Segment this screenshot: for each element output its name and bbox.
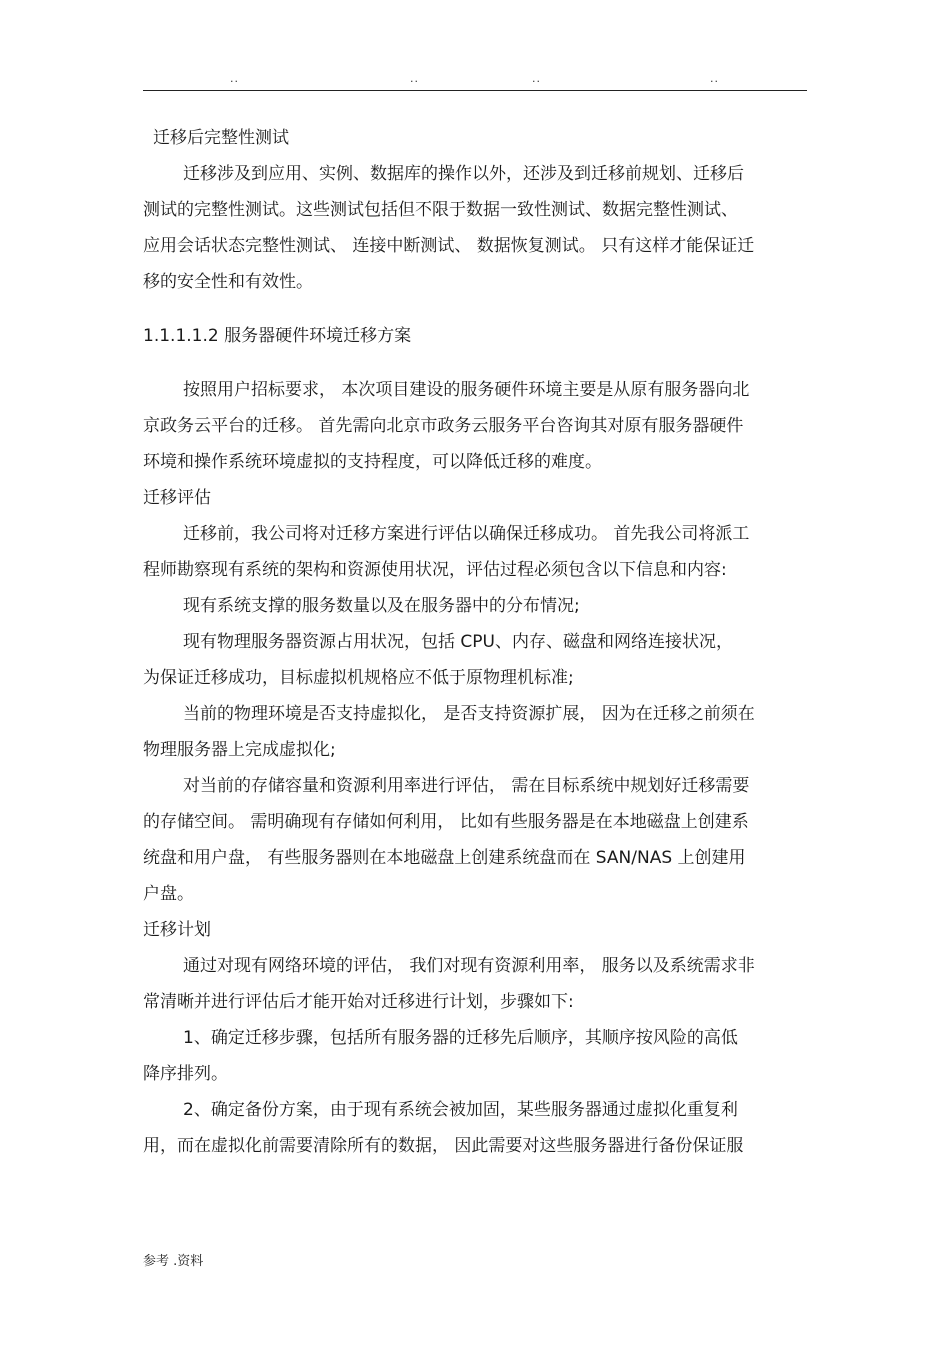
section-title: 迁移评估	[143, 488, 211, 508]
header-mark: ..	[532, 72, 541, 85]
page-footer: 参考 .资料	[143, 1254, 204, 1269]
paragraph-line: 按照用户招标要求， 本次项目建设的服务硬件环境主要是从原有服务器向北	[183, 380, 750, 400]
paragraph-line: 应用会话状态完整性测试、 连接中断测试、 数据恢复测试。 只有这样才能保证迁	[143, 236, 755, 256]
paragraph-line: 统盘和用户盘， 有些服务器则在本地磁盘上创建系统盘而在 SAN/NAS 上创建用	[143, 848, 746, 868]
header-mark: ..	[410, 72, 419, 85]
paragraph-line: 环境和操作系统环境虚拟的支持程度，可以降低迁移的难度。	[143, 452, 602, 472]
paragraph-line: 迁移前，我公司将对迁移方案进行评估以确保迁移成功。 首先我公司将派工	[183, 524, 750, 544]
header-mark: ..	[230, 72, 239, 85]
paragraph-line: 测试的完整性测试。这些测试包括但不限于数据一致性测试、数据完整性测试、	[143, 200, 738, 220]
paragraph-line: 为保证迁移成功，目标虚拟机规格应不低于原物理机标准;	[143, 668, 574, 688]
paragraph-line: 的存储空间。 需明确现有存储如何利用， 比如有些服务器是在本地磁盘上创建系	[143, 812, 749, 832]
paragraph-line: 常清晰并进行评估后才能开始对迁移进行计划，步骤如下:	[143, 992, 574, 1012]
document-body	[143, 120, 807, 1164]
header-rule	[143, 90, 807, 91]
paragraph-line: 2、确定备份方案，由于现有系统会被加固，某些服务器通过虚拟化重复利	[183, 1100, 738, 1120]
numbered-heading: 1.1.1.1.2 服务器硬件环境迁移方案	[143, 326, 412, 346]
paragraph-line: 降序排列。	[143, 1064, 228, 1084]
paragraph-line: 现有系统支撑的服务数量以及在服务器中的分布情况;	[183, 596, 580, 616]
paragraph-line: 用，而在虚拟化前需要清除所有的数据， 因此需要对这些服务器进行备份保证服	[143, 1136, 744, 1156]
paragraph-line: 迁移涉及到应用、实例、数据库的操作以外，还涉及到迁移前规划、迁移后	[183, 164, 744, 184]
section-title: 迁移后完整性测试	[153, 128, 289, 148]
paragraph-line: 移的安全性和有效性。	[143, 272, 313, 292]
paragraph-line: 通过对现有网络环境的评估， 我们对现有资源利用率， 服务以及系统需求非	[183, 956, 755, 976]
paragraph-line: 京政务云平台的迁移。 首先需向北京市政务云服务平台咨询其对原有服务器硬件	[143, 416, 744, 436]
paragraph-line: 物理服务器上完成虚拟化;	[143, 740, 336, 760]
paragraph-line: 现有物理服务器资源占用状况，包括 CPU、内存、磁盘和网络连接状况，	[183, 632, 733, 652]
paragraph-line: 1、确定迁移步骤，包括所有服务器的迁移先后顺序，其顺序按风险的高低	[183, 1028, 738, 1048]
section-title: 迁移计划	[143, 920, 211, 940]
paragraph-line: 当前的物理环境是否支持虚拟化， 是否支持资源扩展， 因为在迁移之前须在	[183, 704, 755, 724]
header-mark: ..	[710, 72, 719, 85]
paragraph-line: 对当前的存储容量和资源利用率进行评估， 需在目标系统中规划好迁移需要	[183, 776, 750, 796]
page-header-marks	[0, 72, 950, 88]
paragraph-line: 程师勘察现有系统的架构和资源使用状况，评估过程必须包含以下信息和内容:	[143, 560, 727, 580]
paragraph-line: 户盘。	[143, 884, 194, 904]
